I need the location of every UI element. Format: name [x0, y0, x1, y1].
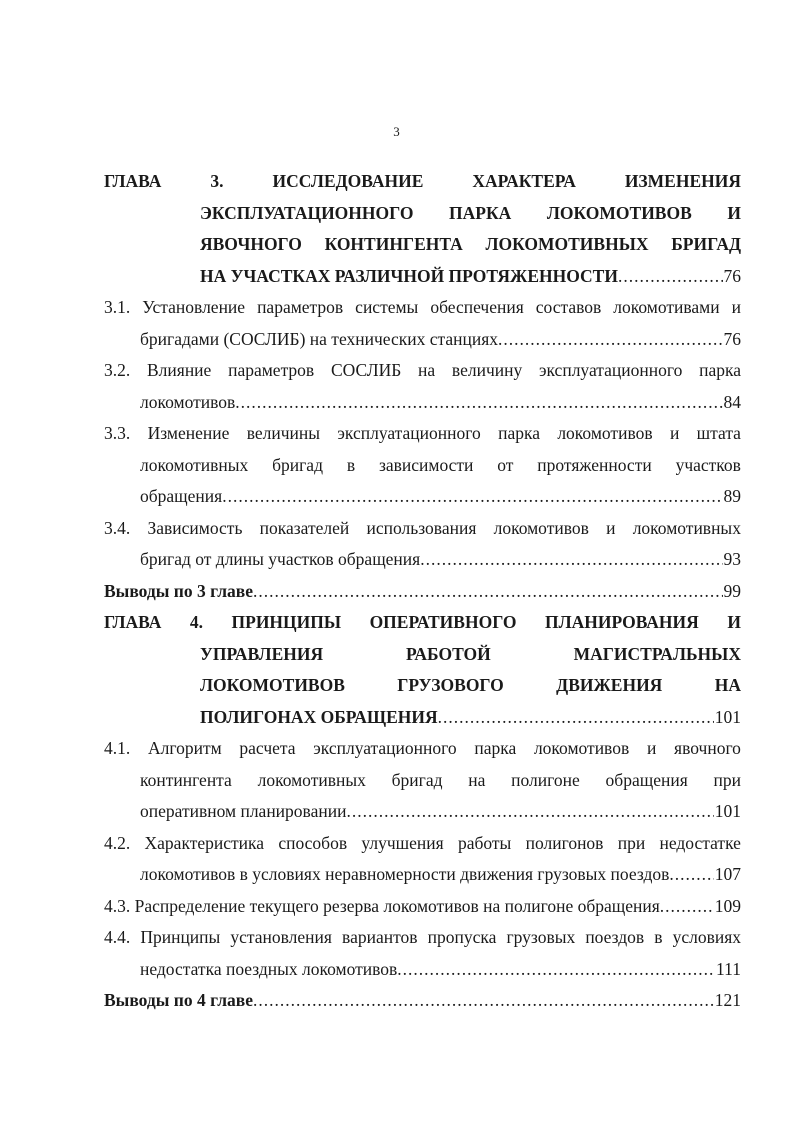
chapter-4-word: МАГИСТРАЛЬНЫХ	[573, 643, 741, 664]
entry-word: обращения	[605, 769, 688, 790]
entry-word: 3.2.	[104, 360, 131, 380]
entry-word: 4.2.	[104, 832, 131, 853]
entry-word: и	[731, 297, 741, 317]
entry-word: параметров	[228, 360, 315, 380]
chapter-3-word: ИССЛЕДОВАНИЕ	[272, 171, 424, 191]
toc-entry-3-3[interactable]	[104, 418, 741, 513]
chapter-4-line-3	[200, 670, 741, 702]
entry-word: в	[346, 454, 356, 475]
dot-leader	[420, 544, 722, 576]
chapter-3-word: ИЗМЕНЕНИЯ	[624, 171, 741, 191]
toc-entry-4-1[interactable]	[104, 733, 741, 828]
entry-word: протяженности	[537, 454, 652, 475]
entry-word: обеспечения	[430, 297, 524, 317]
chapter-4-title-end: ПОЛИГОНАХ ОБРАЩЕНИЯ	[200, 706, 438, 727]
entry-word: штата	[696, 423, 741, 443]
page-ref: 101	[714, 706, 741, 727]
dot-leader	[346, 796, 713, 828]
toc-entry-4-3[interactable]	[104, 891, 741, 923]
entry-word: на	[468, 769, 486, 790]
entry-text: локомотивов в условиях неравномерности движения грузовых поездов	[140, 864, 670, 884]
toc-entry-3-4[interactable]	[104, 513, 741, 576]
chapter-3-word: БРИГАД	[671, 234, 741, 254]
entry-line	[140, 765, 741, 797]
entry-word: контингента	[140, 769, 232, 790]
entry-word: и	[646, 738, 657, 758]
entry-word: 4.4.	[104, 927, 131, 947]
entry-line-last	[140, 954, 741, 986]
chapter-3-title-end: НА УЧАСТКАХ РАЗЛИЧНОЙ ПРОТЯЖЕННОСТИ	[200, 265, 618, 286]
entry-line	[104, 355, 741, 387]
entry-word: локомотивов	[533, 738, 630, 758]
entry-word: бригад	[272, 454, 323, 475]
entry-word: парка	[474, 738, 517, 758]
chapter-4-word: ОПЕРАТИВНОГО	[369, 612, 517, 632]
chapter-4-word: ДВИЖЕНИЯ	[556, 675, 663, 695]
dot-leader	[498, 324, 722, 356]
chapter-3-word: КОНТИНГЕНТА	[324, 234, 463, 254]
chapter-4-word: НА	[714, 675, 741, 695]
entry-word: эксплуатационного	[538, 360, 683, 380]
chapter-4-word: ГРУЗОВОГО	[397, 675, 504, 695]
entry-word: улучшения	[361, 832, 444, 853]
chapter-3-word: ХАРАКТЕРА	[472, 171, 576, 191]
entry-line	[104, 922, 741, 954]
entry-line-last	[140, 324, 741, 356]
entry-text: бригад от длины участков обращения	[140, 549, 421, 569]
dot-leader	[660, 891, 714, 923]
entry-word: зависимости	[378, 454, 474, 475]
dot-leader	[397, 954, 715, 986]
entry-line	[140, 450, 741, 482]
chapter-3-word: ПАРКА	[449, 202, 512, 223]
entry-word: Алгоритм	[147, 738, 222, 758]
entry-word: Зависимость	[147, 517, 243, 538]
entry-word: величину	[451, 360, 523, 380]
entry-word: грузовых	[506, 927, 576, 947]
entry-word: локомотивами	[613, 297, 720, 317]
entry-word: условиях	[672, 927, 741, 947]
chapter-3-word: ЛОКОМОТИВНЫХ	[485, 234, 649, 254]
entry-word: на	[418, 360, 436, 380]
entry-word: полигонов	[525, 832, 604, 853]
entry-word: локомотивных	[257, 769, 366, 790]
chapter-4-line-2	[200, 639, 741, 671]
toc-conclusions-4[interactable]	[104, 985, 741, 1017]
page-ref: 121	[714, 990, 741, 1010]
chapter-4-line-1	[104, 607, 741, 639]
chapter-3-line-1	[104, 166, 741, 198]
entry-word: при	[713, 769, 741, 790]
entry-word: парка	[498, 423, 540, 443]
chapter-3-word: 3.	[210, 171, 224, 191]
entry-word: полигоне	[511, 769, 580, 790]
entry-word: поездов	[585, 927, 645, 947]
chapter-4-word: ГЛАВА	[104, 612, 162, 632]
entry-word: локомотивов	[493, 517, 589, 538]
entry-word: Влияние	[147, 360, 212, 380]
entry-line	[104, 292, 741, 324]
chapter-4-word: УПРАВЛЕНИЯ	[200, 643, 324, 664]
entry-word: использования	[366, 517, 477, 538]
page-ref: 107	[714, 864, 741, 884]
entry-text: бригадами (СОСЛИБ) на технических станциях	[140, 328, 499, 349]
entry-word: эксплуатационного	[337, 423, 481, 443]
entry-word: явочного	[674, 738, 741, 758]
entry-word: системы	[355, 297, 419, 317]
entry-word: бригад	[391, 769, 443, 790]
chapter-3-line-3	[200, 229, 741, 261]
page-ref: 76	[723, 265, 741, 286]
entry-text: обращения	[140, 486, 223, 506]
entry-word: установления	[230, 927, 332, 947]
entry-word: пропуска	[427, 927, 497, 947]
chapter-3-word: ГЛАВА	[104, 171, 162, 191]
dot-leader	[669, 859, 713, 891]
chapter-3-line-4	[200, 261, 741, 293]
entry-word: расчета	[239, 738, 296, 758]
entry-word: составов	[535, 297, 602, 317]
entry-word: Установление	[142, 297, 246, 317]
entry-word: недостатке	[659, 832, 741, 853]
toc-entry-4-4[interactable]	[104, 922, 741, 985]
entry-word: 4.1.	[104, 738, 131, 758]
entry-text: оперативном планировании	[140, 801, 347, 821]
table-of-contents	[104, 166, 741, 1017]
entry-word: локомотивных	[140, 454, 249, 475]
entry-text: Выводы по 4 главе	[104, 990, 253, 1010]
chapter-4-word: ЛОКОМОТИВОВ	[200, 675, 345, 695]
dot-leader	[235, 387, 722, 419]
page-number: 3	[393, 124, 400, 139]
chapter-3-word: ЯВОЧНОГО	[200, 234, 302, 254]
page-ref: 109	[714, 895, 741, 916]
entry-word: в	[654, 927, 663, 947]
page-ref: 101	[714, 801, 741, 821]
dot-leader	[618, 261, 723, 293]
entry-line	[104, 828, 741, 860]
entry-word: 3.4.	[104, 517, 131, 538]
entry-word: Изменение	[147, 423, 230, 443]
dot-leader	[253, 576, 723, 608]
chapter-3-word: И	[727, 202, 741, 223]
entry-word: Характеристика	[144, 832, 265, 853]
toc-entry-3-1[interactable]	[104, 292, 741, 355]
chapter-4-word: ПЛАНИРОВАНИЯ	[545, 612, 699, 632]
entry-word: парка	[699, 360, 741, 380]
page-ref: 89	[723, 486, 741, 506]
chapter-4-word: И	[727, 612, 741, 632]
chapter-3-word: ЭКСПЛУАТАЦИОННОГО	[200, 202, 414, 223]
entry-word: способов	[278, 832, 348, 853]
entry-word: эксплуатационного	[313, 738, 457, 758]
entry-word: и	[669, 423, 680, 443]
entry-text: Выводы по 3 главе	[104, 580, 253, 601]
chapter-4-word: 4.	[189, 612, 204, 632]
chapter-3-line-2	[200, 198, 741, 230]
entry-line	[104, 733, 741, 765]
chapter-4-word: ПРИНЦИПЫ	[231, 612, 342, 632]
entry-word: при	[617, 832, 646, 853]
entry-line-last	[140, 481, 741, 513]
page-ref: 76	[723, 328, 741, 349]
toc-entry-3-2[interactable]	[104, 355, 741, 418]
chapter-4-word: РАБОТОЙ	[405, 643, 491, 664]
dot-leader	[438, 702, 714, 734]
entry-word: и	[606, 517, 616, 538]
dot-leader	[253, 985, 714, 1017]
entry-text: локомотивов	[140, 391, 236, 412]
entry-line-last	[140, 796, 741, 828]
entry-text: недостатка поездных локомотивов	[140, 958, 398, 979]
entry-line	[104, 513, 741, 545]
entry-word: локомотивных	[632, 517, 741, 538]
chapter-4-line-4	[200, 702, 741, 734]
dot-leader	[222, 481, 722, 513]
chapter-4-heading[interactable]	[104, 607, 741, 733]
entry-word: Принципы	[140, 927, 221, 947]
entry-word: работы	[457, 832, 512, 853]
page-ref: 93	[723, 549, 741, 569]
chapter-3-word: ЛОКОМОТИВОВ	[546, 202, 692, 223]
entry-word: показателей	[259, 517, 350, 538]
entry-line-last	[140, 859, 741, 891]
page-ref: 111	[716, 958, 741, 979]
entry-word: параметров	[257, 297, 344, 317]
entry-word: участков	[675, 454, 741, 475]
entry-line	[104, 418, 741, 450]
entry-word: 3.3.	[104, 423, 131, 443]
entry-word: 3.1.	[104, 297, 131, 317]
entry-word: СОСЛИБ	[330, 360, 402, 380]
entry-text: 4.3. Распределение текущего резерва локомотивов на полигоне обращения	[104, 895, 660, 916]
toc-conclusions-3[interactable]	[104, 576, 741, 608]
entry-word: вариантов	[342, 927, 418, 947]
page-ref: 99	[723, 580, 741, 601]
entry-word: величины	[246, 423, 321, 443]
entry-word: локомотивов	[557, 423, 653, 443]
entry-word: от	[497, 454, 514, 475]
entry-line-last	[140, 544, 741, 576]
chapter-3-heading[interactable]	[104, 166, 741, 292]
toc-entry-4-2[interactable]	[104, 828, 741, 891]
entry-line-last	[140, 387, 741, 419]
page-ref: 84	[723, 391, 741, 412]
